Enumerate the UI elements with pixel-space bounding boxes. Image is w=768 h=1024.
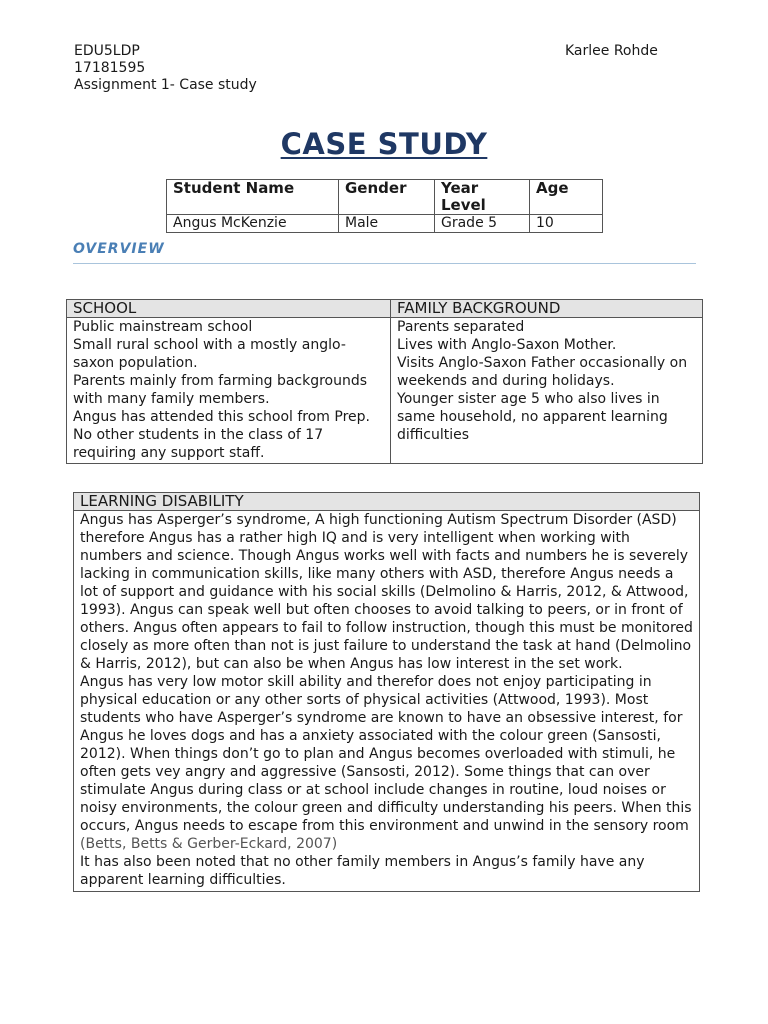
ld-paragraph-1: Angus has Asperger’s syndrome, A high functioning Autism Spectrum Disorder (ASD) therefore Angus has a rather high IQ and is very intelligent when working with numbers and science. Though Angus works well with facts and numbers he is severely lacking in communication skills, like many others with ASD, therefore Angus needs a lot of support and guidance with his social skills (Delmolino & Harris, 2012, & Attwood, 1993). Angus can speak well but often chooses to avoid talking to peers, or in front of others. Angus often appears to fail to follow instruction, though this must be monitored closely as more often than not is just failure to understand the task at hand (Delmolino & Harris, 2012), but can also be when Angus has low interest in the set work. xyxy=(80,512,693,672)
student-info-row xyxy=(167,215,603,233)
ld-paragraph-3: It has also been noted that no other family members in Angus’s family have any apparent learning difficulties. xyxy=(80,854,645,888)
header-left xyxy=(74,43,257,94)
overview-divider xyxy=(73,263,696,264)
cell-year-level: Grade 5 xyxy=(435,215,530,233)
assignment-name: Assignment 1- Case study xyxy=(74,77,257,93)
student-id: 17181595 xyxy=(74,60,146,76)
author-name: Karlee Rohde xyxy=(565,43,658,59)
header-age: Age xyxy=(530,180,603,215)
learning-disability-row xyxy=(74,511,700,892)
overview-heading: OVERVIEW xyxy=(73,241,165,257)
ld-paragraph-2-text: Angus has very low motor skill ability and therefor does not enjoy participating in physical education or any other sorts of physical activities (Attwood, 1993). Most students who have Asperger’s syndrome are known to have an obsessive interest, for Angus he loves dogs and has a anxiety associated with the colour green (Sansosti, 2012). When things don’t go to plan and Angus becomes overloaded with stimuli, he often gets vey angry and aggressive (Sansosti, 2012). Some things that can over stimulate Angus during class or at school include changes in routine, loud noises or noisy environments, the colour green and difficulty understanding his peers. When this occurs, Angus needs to escape from this environment and unwind in the sensory room xyxy=(80,674,692,834)
family-header: FAMILY BACKGROUND xyxy=(391,300,703,318)
learning-disability-header-row xyxy=(74,493,700,511)
cell-gender: Male xyxy=(339,215,435,233)
course-code: EDU5LDP xyxy=(74,43,140,59)
cell-student-name: Angus McKenzie xyxy=(167,215,339,233)
school-text: Public mainstream school Small rural school with a mostly anglo-saxon population. Parents mainly from farming backgrounds with many family members. Angus has attended this school from Prep. No other students in the class of 17 requiring any support staff. xyxy=(67,318,391,464)
learning-disability-header: LEARNING DISABILITY xyxy=(74,493,700,511)
student-info-header-row xyxy=(167,180,603,215)
family-text: Parents separated Lives with Anglo-Saxon Mother. Visits Anglo-Saxon Father occasionally on weekends and during holidays. Younger sister age 5 who also lives in same household, no apparent learning difficulties xyxy=(391,318,703,464)
school-family-table xyxy=(66,299,703,464)
header-year-level: Year Level xyxy=(435,180,530,215)
school-family-header-row xyxy=(67,300,703,318)
page-title: CASE STUDY xyxy=(280,127,488,161)
header-student-name: Student Name xyxy=(167,180,339,215)
student-info-table xyxy=(166,179,603,233)
learning-disability-body xyxy=(74,511,700,892)
cell-age: 10 xyxy=(530,215,603,233)
learning-disability-table xyxy=(73,492,700,892)
school-header: SCHOOL xyxy=(67,300,391,318)
header-gender: Gender xyxy=(339,180,435,215)
ld-paragraph-2 xyxy=(80,673,693,853)
school-family-row xyxy=(67,318,703,464)
ld-paragraph-2-citation: (Betts, Betts & Gerber-Eckard, 2007) xyxy=(80,836,338,852)
